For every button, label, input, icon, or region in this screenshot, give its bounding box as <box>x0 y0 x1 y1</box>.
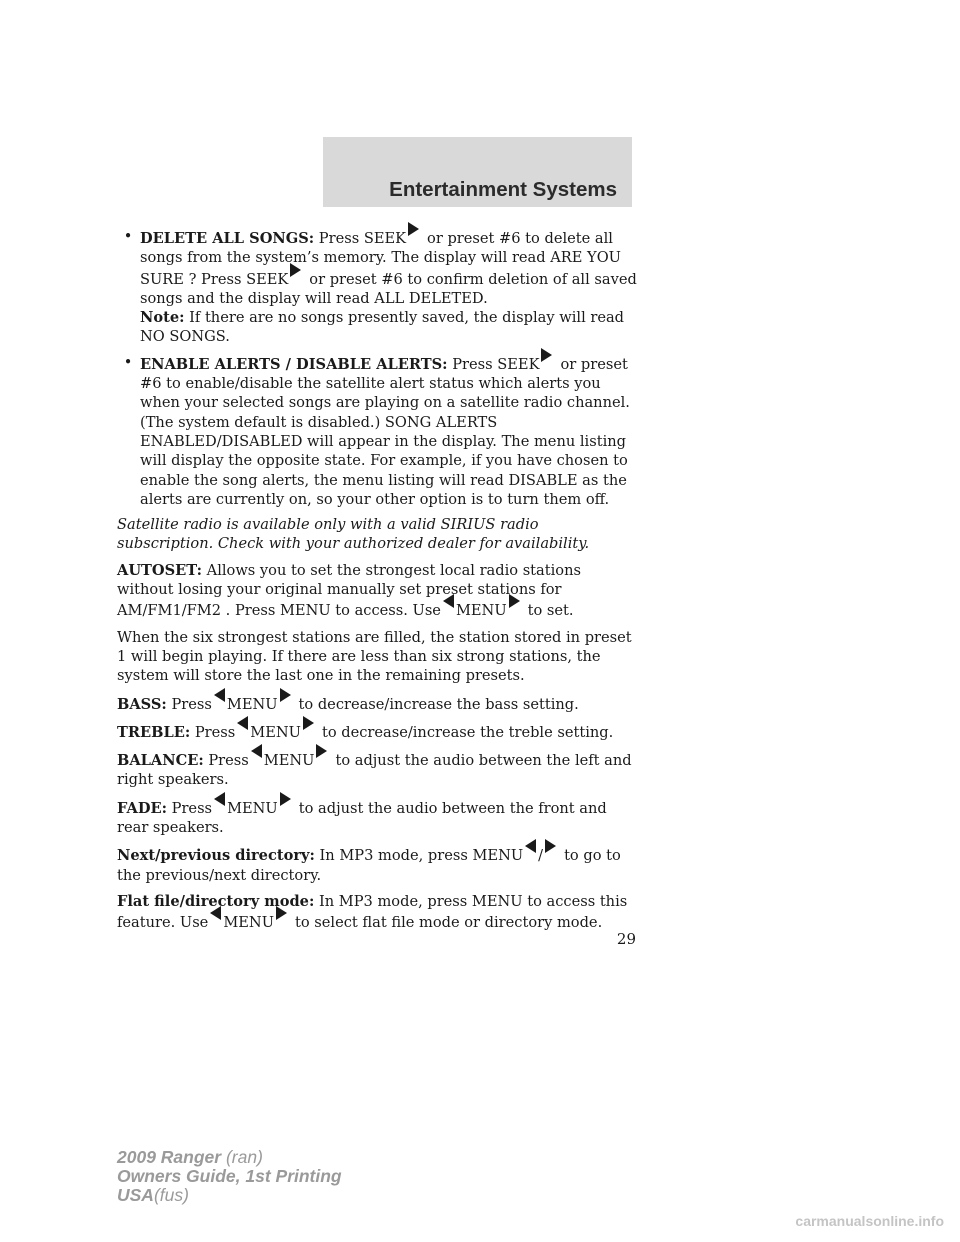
balance-paragraph <box>117 749 637 790</box>
arrow-right-icon <box>290 263 301 277</box>
balance-term: BALANCE: <box>117 752 204 770</box>
autoset-term: AUTOSET: <box>117 561 203 579</box>
arrow-right-icon <box>545 839 556 853</box>
footer-guide: Owners Guide, 1st Printing <box>117 1166 342 1186</box>
autoset-detail: When the six strongest stations are filled, the station stored in preset 1 will begin playing. If there are less than six strong stations, the system will store the last one in the remaining presets. <box>117 628 632 685</box>
fade-press: Press <box>171 799 213 817</box>
delete-all-text-2: or preset #6 to delete all songs from the system’s memory. The display will read ARE YOU SURE ? Press SEEK <box>140 230 621 288</box>
footer-line-1 <box>117 1148 342 1167</box>
footer-region: USA <box>117 1185 154 1205</box>
note-term: Note: <box>140 309 185 327</box>
next-prev-text-2: to go to the previous/next directory. <box>117 847 621 884</box>
arrow-right-icon <box>280 688 291 702</box>
treble-text: to decrease/increase the treble setting. <box>321 723 614 741</box>
next-prev-paragraph <box>117 844 637 885</box>
bass-menu: MENU <box>226 695 278 713</box>
flat-file-text-2: to select flat file mode or directory mode. <box>295 914 603 932</box>
delete-all-songs-item <box>117 227 637 347</box>
arrow-right-icon <box>316 744 327 758</box>
fade-term: FADE: <box>117 799 167 817</box>
balance-text: to adjust the audio between the left and right speakers. <box>117 752 632 789</box>
arrow-left-icon <box>443 594 454 608</box>
treble-menu: MENU <box>250 723 301 741</box>
satellite-note: Satellite radio is available only with a valid SIRIUS radio subscription. Check with your authorized dealer for availability. <box>117 516 590 553</box>
autoset-text-2: to set. <box>527 602 574 620</box>
note-text: If there are no songs presently saved, the display will read NO SONGS. <box>140 309 625 346</box>
arrow-left-icon <box>214 688 225 702</box>
alerts-text-1: Press SEEK <box>452 355 540 373</box>
bass-paragraph <box>117 693 637 714</box>
alerts-term: ENABLE ALERTS / DISABLE ALERTS: <box>140 355 448 373</box>
balance-menu: MENU <box>263 752 315 770</box>
flat-file-paragraph <box>117 892 637 933</box>
autoset-text-1: Allows you to set the strongest local radio stations without losing your original manually set preset stations for AM/FM1/FM2 . Press MENU to access. Use <box>117 561 581 620</box>
balance-press: Press <box>208 752 249 770</box>
fade-text: to adjust the audio between the front and rear speakers. <box>117 799 607 837</box>
bass-term: BASS: <box>117 695 167 713</box>
arrow-right-icon <box>276 906 287 920</box>
footer-region-code: (fus) <box>153 1185 189 1205</box>
arrow-right-icon <box>408 222 419 236</box>
arrow-left-icon <box>525 839 536 853</box>
arrow-left-icon <box>237 716 248 730</box>
autoset-paragraph <box>117 561 637 621</box>
delete-all-term: DELETE ALL SONGS: <box>140 230 315 247</box>
flat-file-menu: MENU <box>223 914 274 932</box>
section-title: Entertainment Systems <box>389 178 617 201</box>
treble-term: TREBLE: <box>117 723 191 741</box>
flat-file-term: Flat file/directory mode: <box>117 892 315 910</box>
next-prev-term: Next/previous directory: <box>117 847 315 865</box>
watermark: carmanualsonline.info <box>795 1213 944 1229</box>
footer-model-code: (ran) <box>225 1147 263 1167</box>
bass-press: Press <box>171 695 212 713</box>
autoset-menu: MENU <box>455 602 507 620</box>
next-prev-text-1: In MP3 mode, press MENU <box>319 847 524 865</box>
arrow-left-icon <box>214 792 225 806</box>
delete-all-text-1: Press SEEK <box>318 230 407 247</box>
bullet-dot: • <box>123 353 133 371</box>
flat-file-text-1: In MP3 mode, press MENU to access this feature. Use <box>117 892 628 932</box>
next-prev-slash: / <box>538 847 544 865</box>
page-content <box>117 227 637 940</box>
delete-all-text-3: or preset #6 to confirm deletion of all saved songs and the display will read ALL DELETED. <box>140 270 637 307</box>
enable-alerts-item <box>117 353 637 509</box>
fade-paragraph <box>117 797 637 838</box>
arrow-left-icon <box>251 744 262 758</box>
arrow-right-icon <box>541 348 552 362</box>
footer-line-3 <box>117 1186 342 1205</box>
arrow-right-icon <box>509 594 520 608</box>
alerts-text-2: or preset #6 to enable/disable the satellite alert status which alerts you when your selected songs are playing on a satellite radio channel. (The system default is disabled.) SONG ALERTS ENABLED/DISABLED will appear in the display. The menu listing will display the opposite state. For example, if you have chosen to enable the song alerts, the menu listing will read DISABLE as the alerts are currently on, so your other option is to turn them off. <box>140 355 630 508</box>
fade-menu: MENU <box>227 799 278 817</box>
arrow-right-icon <box>303 716 314 730</box>
arrow-left-icon <box>210 906 221 920</box>
footer-imprint <box>117 1148 342 1205</box>
page-number: 29 <box>616 930 636 948</box>
bass-text: to decrease/increase the bass setting. <box>298 695 579 713</box>
footer-model: 2009 Ranger <box>117 1147 222 1167</box>
arrow-right-icon <box>280 792 291 806</box>
treble-paragraph <box>117 721 637 742</box>
bullet-dot: • <box>123 228 133 245</box>
treble-press: Press <box>194 723 236 741</box>
